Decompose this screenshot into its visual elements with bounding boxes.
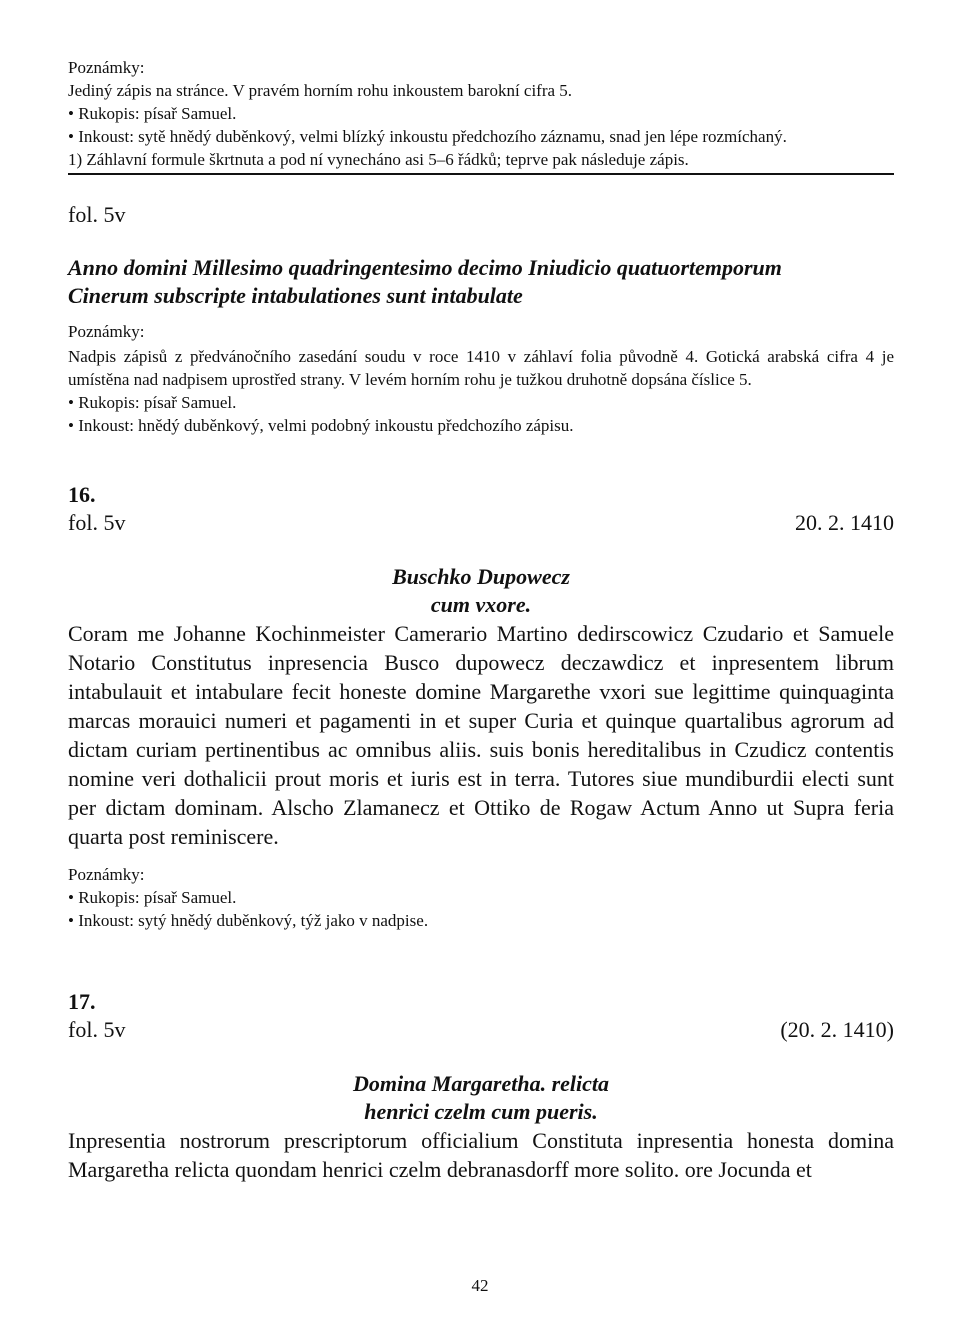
folio-label: fol. 5v [68, 510, 126, 535]
entry-number: 16. [68, 482, 96, 507]
entry-date: 20. 2. 1410 [795, 510, 894, 535]
title-line: cum vxore. [430, 592, 532, 617]
header-section [68, 201, 894, 437]
notes-label: Poznámky: [68, 865, 145, 884]
entry-date: (20. 2. 1410) [780, 1017, 894, 1042]
entry-meta-row [68, 509, 894, 537]
entry-number: 17. [68, 989, 96, 1014]
page-number: 42 [471, 1276, 489, 1295]
title-line: Anno domini Millesimo quadringentesimo decimo Iniudicio quatuortemporum [68, 255, 782, 280]
note-line: • Inkoust: sytý hnědý duběnkový, týž jako v nadpise. [68, 911, 429, 930]
entry-text: Coram me Johanne Kochinmeister Camerario Martino dedirscowicz Czudario et Samuele Notario Constitutus inpresencia Busco dupowecz deczawdicz et inpresentem librum intabulauit et intabulare fecit honeste domine Margarethe vxori sue legittime quinquaginta marcas morauici numeri et pagamenti in et super Curia et quinque quartalibus agrorum ad dictam curiam pertinentibus ac omnibus aliis. suis bonis hereditalibus in Czudicz contentis nomine veri dothalicii prout moris et iuris est in terra. Tutores siue mundiburdii electi sunt per dictam dominam. Alscho Zlamanecz et Ottiko de Rogaw Actum Anno ut Supra feria quarta post reminiscere. [68, 621, 894, 849]
title-line: Cinerum subscripte intabulationes sunt intabulate [68, 283, 523, 308]
footnote-line: 1) Záhlavní formule škrtnuta a pod ní vynecháno asi 5–6 řádků; teprve pak následuje zápis. [68, 150, 689, 169]
folio-label: fol. 5v [68, 202, 126, 227]
notes-label: Poznámky: [68, 58, 145, 77]
entry-title [68, 1070, 894, 1126]
note-line: • Rukopis: písař Samuel. [68, 393, 237, 412]
note-line: • Rukopis: písař Samuel. [68, 888, 237, 907]
entry-text: Inpresentia nostrorum prescriptorum officialium Constituta inpresentia honesta domina Margaretha relicta quondam henrici czelm debranasdorff more solito. ore Jocunda et [68, 1128, 894, 1182]
entry-notes [68, 863, 894, 932]
entry-16 [68, 481, 894, 932]
entry-title [68, 563, 894, 619]
entry-meta-row [68, 1016, 894, 1044]
note-line: • Rukopis: písař Samuel. [68, 104, 237, 123]
divider-rule [68, 173, 894, 175]
note-line: • Inkoust: hnědý duběnkový, velmi podobný inkoustu předchozího zápisu. [68, 416, 574, 435]
notes-label: Poznámky: [68, 322, 145, 341]
note-line: Jediný zápis na stránce. V pravém horním rohu inkoustem barokní cifra 5. [68, 81, 573, 100]
folio-label: fol. 5v [68, 1017, 126, 1042]
note-line: • Inkoust: sytě hnědý duběnkový, velmi blízký inkoustu předchozího záznamu, snad jen lépe rozmíchaný. [68, 127, 787, 146]
title-line: Buschko Dupowecz [392, 564, 570, 589]
title-line: Domina Margaretha. relicta [352, 1071, 610, 1096]
top-notes [68, 56, 894, 175]
document-page [68, 56, 894, 1184]
entry-17 [68, 988, 894, 1184]
section-title [68, 254, 894, 310]
title-line: henrici czelm cum pueris. [364, 1099, 598, 1124]
notes-paragraph: Nadpis zápisů z předvánočního zasedání soudu v roce 1410 v záhlaví folia původně 4. Gotická arabská cifra 4 je umístěna nad nadpisem uprostřed strany. V levém horním rohu je tužkou druhotně dopsána číslice 5. [68, 347, 894, 389]
header-notes [68, 320, 894, 437]
